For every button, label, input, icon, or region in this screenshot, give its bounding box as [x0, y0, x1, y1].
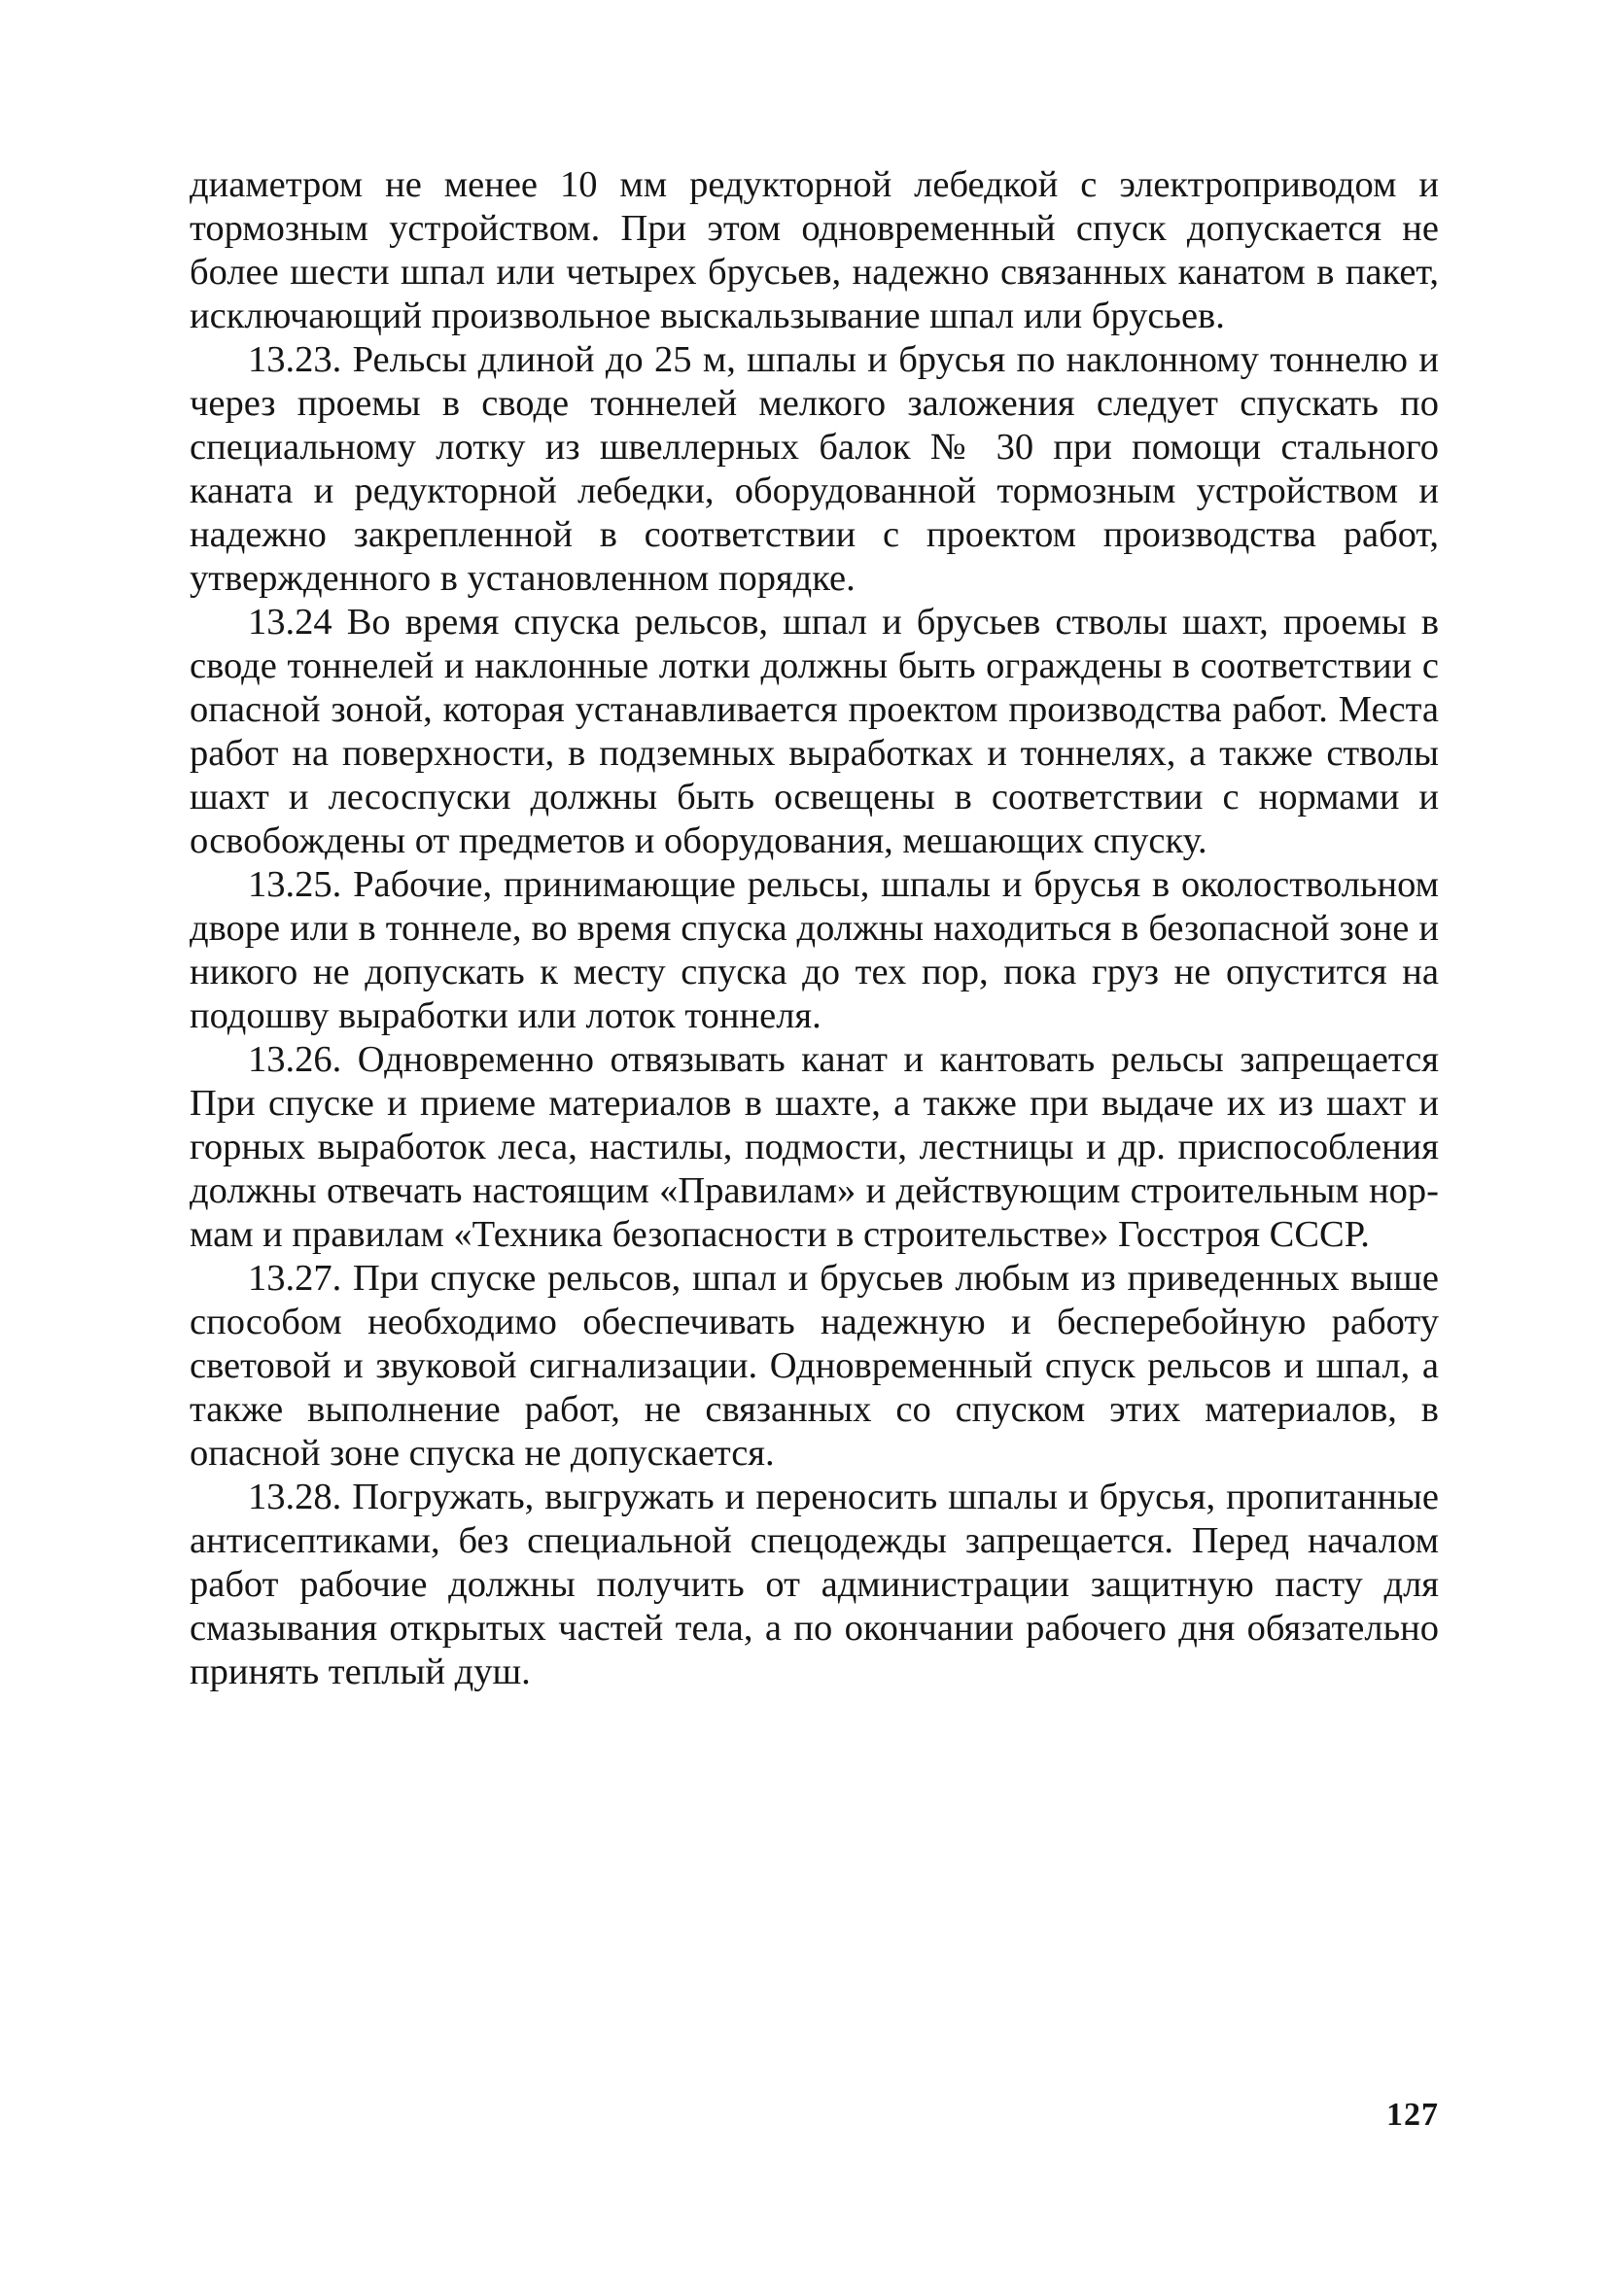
paragraph-continuation: диаметром не менее 10 мм редукторной лебедкой с электроприводом и тормозным устройством. При этом одновременный спуск допускается не более шести шпал или четырех брусьев, надежно связанных канатом в пакет, исключающий произвольное выскальзывание шпал или брусьев. — [190, 164, 1439, 336]
paragraph-13-27: 13.27. При спуске рельсов, шпал и брусьев любым из приведенных выше способом необходимо обеспечивать надежную и бесперебойную работу световой и звуковой сигнализации. Одновременный спуск рельсов и шпал, а также выполнение работ, не связанных со спуском этих материалов, в опасной зоне спуска не допускается. — [190, 1258, 1439, 1474]
document-page — [190, 163, 1439, 2205]
paragraph-13-28: 13.28. Погружать, выгружать и переносить шпалы и брусья, пропитанные антисептиками, без специальной спецодежды запрещается. Перед началом работ рабочие должны получить от администрации защитную пасту для смазывания открытых частей тела, а по окончании рабочего дня обязательно принять теплый душ. — [190, 1477, 1439, 1692]
paragraph-13-24: 13.24 Во время спуска рельсов, шпал и брусьев стволы шахт, проемы в своде тоннелей и наклонные лотки должны быть ограждены в соответствии с опасной зоной, которая устанавливается проектом производства работ. Места работ на поверхности, в подземных выработках и тоннелях, а также стволы шахт и лесоспуски должны быть освещены в соответствии с нормами и освобождены от предметов и оборудования, мешающих спуску. — [190, 602, 1439, 861]
paragraph-13-23: 13.23. Рельсы длиной до 25 м, шпалы и брусья по наклонному тоннелю и через проемы в своде тоннелей мелкого заложения следует спускать по специальному лотку из швеллерных балок № 30 при помощи стального каната и редукторной лебедки, оборудованной тормозным устройством и надежно закрепленной в соответствии с проектом производства работ, утвержденного в установленном порядке. — [190, 339, 1439, 599]
paragraph-13-25: 13.25. Рабочие, принимающие рельсы, шпалы и брусья в околоствольном дворе или в тоннеле, во время спуска должны находиться в безопасной зоне и никого не допускать к месту спуска до тех пор, пока груз не опустится на подошву выработки или лоток тоннеля. — [190, 864, 1439, 1036]
paragraph-13-26: 13.26. Одновременно отвязывать канат и кантовать рельсы запрещается При спуске и приеме материалов в шахте, а также при выдаче их из шахт и горных выработок леса, настилы, подмости, лестницы и др. приспособления должны отвечать настоящим «Правилам» и действующим строительным нормам и правилам «Техника безопасности в строительстве» Госстроя СССР. — [190, 1039, 1439, 1255]
page-number: 127 — [1386, 2097, 1439, 2133]
